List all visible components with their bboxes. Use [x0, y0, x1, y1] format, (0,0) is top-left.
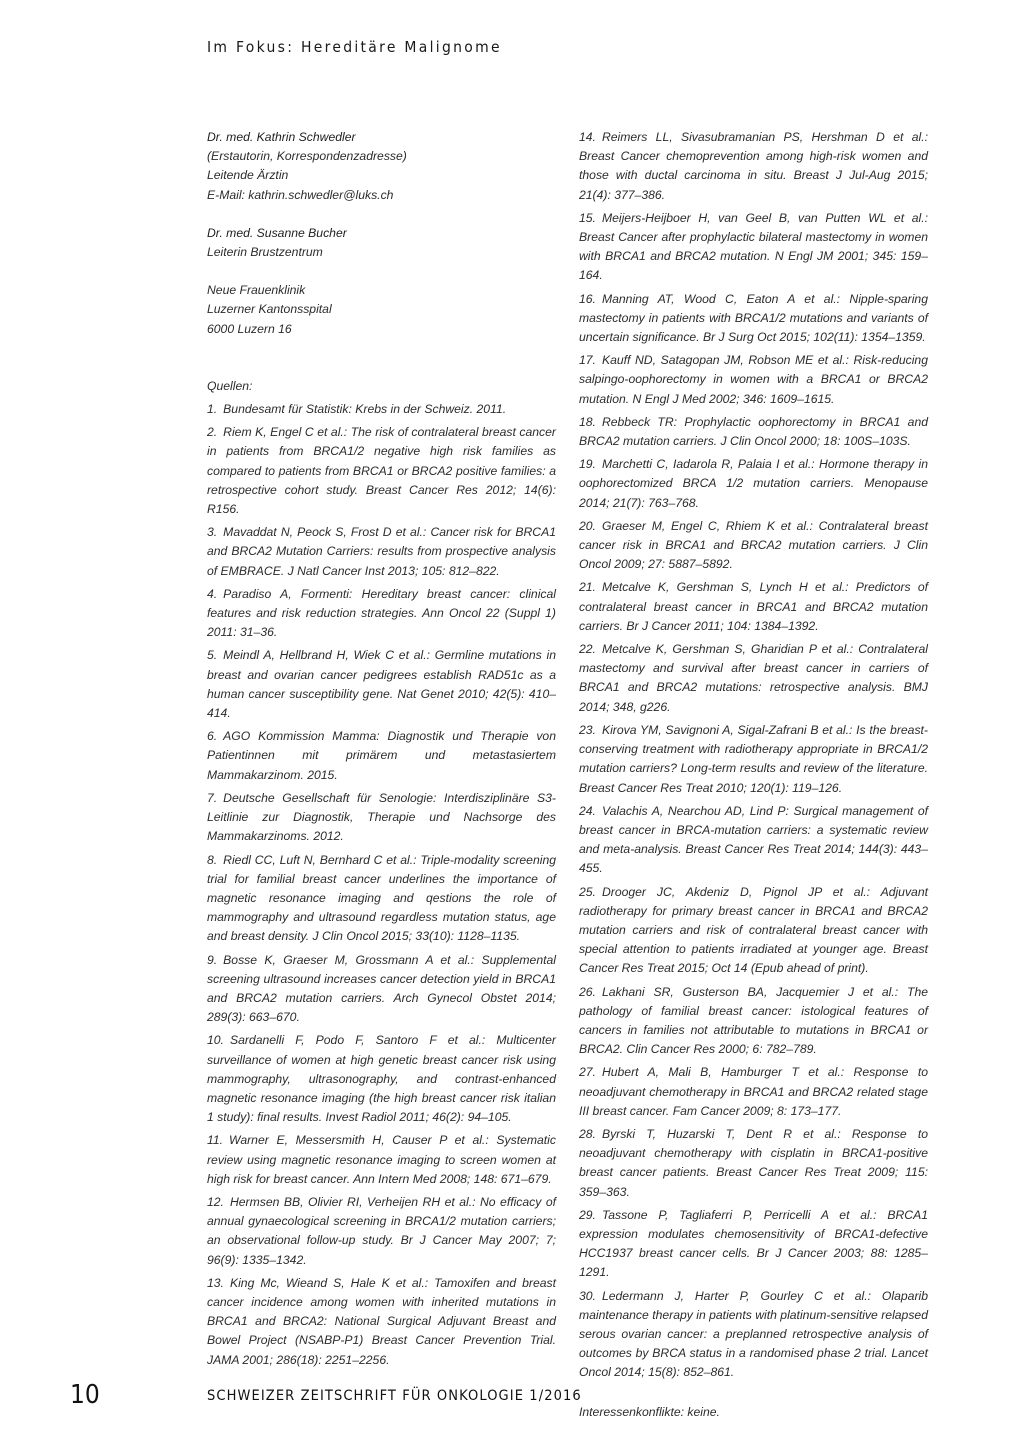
reference-text: Riem K, Engel C et al.: The risk of contralateral breast cancer in patients from BRCA1/2 negative high risk families as compared to patients from BRCA1 or BRCA2 positive families: a retrospective cohort study. Breast Cancer Res 2012; 14(6): R156.	[207, 425, 556, 517]
author-block-1	[207, 128, 556, 205]
reference-item	[207, 1131, 556, 1189]
reference-number: 17.	[579, 353, 596, 368]
reference-number: 23.	[579, 722, 596, 737]
reference-text: Warner E, Messersmith H, Causer P et al.: Systematic review using magnetic resonance imaging to screen women at high risk for breast cancer. Ann Intern Med 2008; 148: 671–679.	[207, 1133, 556, 1186]
reference-text: Drooger JC, Akdeniz D, Pignol JP et al.: Adjuvant radiotherapy for primary breast cancer in BRCA1 and BRCA2 mutation carriers and risk of contralateral breast cancer with special attention to patients irradiated at younger age. Breast Cancer Res Treat 2015; Oct 14 (Epub ahead of print).	[579, 884, 928, 976]
reference-text: AGO Kommission Mamma: Diagnostik und Therapie von Patientinnen mit primärem und metastasiertem Mammakarzinom. 2015.	[207, 729, 556, 782]
reference-item	[579, 802, 928, 879]
reference-text: Graeser M, Engel C, Rhiem K et al.: Contralateral breast cancer risk in BRCA1 and BRCA2 mutation carriers. J Clin Oncol 2009; 27: 5887–5892.	[579, 518, 928, 572]
author-block-2	[207, 224, 556, 262]
reference-number: 10.	[207, 1033, 224, 1048]
reference-item	[207, 1031, 556, 1127]
author-position: Leiterin Brustzentrum	[207, 245, 323, 260]
reference-item	[579, 413, 928, 451]
reference-item	[579, 455, 928, 513]
section-title: Im Fokus: Hereditäre Malignome	[207, 38, 502, 56]
reference-text: Kauff ND, Satagopan JM, Robson ME et al.: Risk-reducing salpingo-oophorectomy in women with a BRCA1 or BRCA2 mutation. N Engl J Med 2002; 346: 1609–1615.	[579, 353, 928, 406]
reference-text: Hubert A, Mali B, Hamburger T et al.: Response to neoadjuvant chemotherapy in BRCA1 and BRCA2 related stage III breast cancer. Fam Cancer 2009; 8: 173–177.	[579, 1065, 928, 1118]
reference-item	[207, 727, 556, 785]
reference-number: 2.	[207, 425, 218, 440]
reference-item	[207, 423, 556, 519]
reference-item	[207, 400, 556, 419]
reference-text: Byrski T, Huzarski T, Dent R et al.: Response to neoadjuvant chemotherapy with cisplatin in BRCA1-positive breast cancer patients. Breast Cancer Res Treat 2009; 115: 359–363.	[579, 1126, 928, 1199]
reference-number: 9.	[207, 952, 218, 967]
reference-text: Mavaddat N, Peock S, Frost D et al.: Cancer risk for BRCA1 and BRCA2 Mutation Carriers: results from prospective analysis of EMBRACE. J Natl Cancer Inst 2013; 105: 812–822.	[207, 525, 556, 578]
reference-number: 1.	[207, 402, 218, 417]
reference-number: 29.	[579, 1207, 596, 1222]
right-column	[579, 128, 928, 1422]
conflict-of-interest: Interessenkonflikte: keine.	[579, 1404, 720, 1419]
author-name: Dr. med. Susanne Bucher	[207, 225, 347, 240]
reference-text: Paradiso A, Formenti: Hereditary breast cancer: clinical features and risk reduction strategies. Ann Oncol 22 (Suppl 1) 2011: 31–36.	[207, 586, 556, 640]
reference-number: 22.	[579, 642, 596, 657]
references-title: Quellen:	[207, 378, 253, 393]
author-role: (Erstautorin, Korrespondenzadresse)	[207, 149, 407, 164]
reference-text: Lakhani SR, Gusterson BA, Jacquemier J et al.: The pathology of familial breast cancer: istological features of cancers in families not attributable to mutations in BRCA1 or BRCA2. Clin Cancer Res 2000; 6: 782–789.	[579, 984, 928, 1057]
reference-number: 26.	[579, 984, 596, 999]
reference-number: 16.	[579, 291, 596, 306]
author-email: E-Mail: kathrin.schwedler@luks.ch	[207, 187, 394, 202]
reference-number: 11.	[207, 1133, 224, 1148]
reference-item	[579, 351, 928, 409]
reference-item	[579, 1287, 928, 1383]
reference-item	[579, 578, 928, 636]
reference-number: 24.	[579, 803, 596, 818]
left-column	[207, 128, 556, 1374]
page-number: 10	[70, 1380, 100, 1410]
reference-text: Bundesamt für Statistik: Krebs in der Schweiz. 2011.	[223, 402, 507, 417]
reference-number: 21.	[579, 580, 596, 595]
reference-text: King Mc, Wieand S, Hale K et al.: Tamoxifen and breast cancer incidence among women with inherited mutations in BRCA1 and BRCA2: National Surgical Adjuvant Breast and Bowel Project (NSABP-P1) Breast Cancer Prevention Trial. JAMA 2001; 286(18): 2251–2256.	[207, 1275, 556, 1367]
reference-text: Deutsche Gesellschaft für Senologie: Interdisziplinäre S3-Leitlinie zur Diagnostik, Therapie und Nachsorge des Mammakarzinoms. 2012.	[207, 790, 556, 844]
reference-number: 27.	[579, 1065, 596, 1080]
reference-text: Rebbeck TR: Prophylactic oophorectomy in BRCA1 and BRCA2 mutation carriers. J Clin Oncol 2000; 18: 100S–103S.	[579, 414, 928, 449]
reference-text: Kirova YM, Savignoni A, Sigal-Zafrani B et al.: Is the breast-conserving treatment with radiotherapy appropriate in BRCA1/2 mutation carriers? Long-term results and review of the literature. Breast Cancer Res Treat 2010; 120(1): 119–126.	[579, 722, 928, 795]
reference-number: 8.	[207, 852, 218, 867]
reference-text: Hermsen BB, Olivier RI, Verheijen RH et al.: No efficacy of annual gynaecological screening in BRCA1/2 mutation carriers; an observational follow-up study. Br J Cancer May 2007; 7; 96(9): 1335–1342.	[207, 1194, 556, 1267]
reference-text: Valachis A, Nearchou AD, Lind P: Surgical management of breast cancer in BRCA-mutation carriers: a systematic review and meta-analysis. Breast Cancer Res Treat 2014; 144(3): 443–455.	[579, 803, 928, 876]
reference-item	[207, 585, 556, 643]
reference-item	[207, 851, 556, 947]
reference-number: 3.	[207, 525, 218, 540]
reference-item	[207, 1193, 556, 1270]
reference-text: Reimers LL, Sivasubramanian PS, Hershman D et al.: Breast Cancer chemoprevention among high-risk women and those with ductal carcinoma in situ. Breast J Jul-Aug 2015; 21(4): 377–386.	[579, 130, 928, 202]
reference-item	[579, 290, 928, 348]
reference-number: 25.	[579, 884, 596, 899]
reference-item	[579, 721, 928, 798]
reference-item	[579, 1063, 928, 1121]
reference-number: 4.	[207, 586, 218, 601]
reference-number: 15.	[579, 210, 596, 225]
reference-text: Marchetti C, Iadarola R, Palaia I et al.: Hormone therapy in oophorectomized BRCA 1/2 mutation carriers. Menopause 2014; 21(7): 763–768.	[579, 457, 928, 510]
reference-number: 28.	[579, 1126, 596, 1141]
reference-text: Metcalve K, Gershman S, Gharidian P et al.: Contralateral mastectomy and survival after breast cancer in carriers of BRCA1 and BRCA2 mutations: retrospective analysis. BMJ 2014; 348, g226.	[579, 642, 928, 714]
references-list-left	[207, 400, 556, 1370]
references-list-right	[579, 128, 928, 1383]
address-line: 6000 Luzern 16	[207, 321, 292, 336]
reference-item	[579, 517, 928, 575]
reference-text: Manning AT, Wood C, Eaton A et al.: Nipple-sparing mastectomy in patients with BRCA1/2 mutations and variants of uncertain significance. Br J Surg Oct 2015; 102(11): 1354–1359.	[579, 291, 928, 345]
reference-text: Meindl A, Hellbrand H, Wiek C et al.: Germline mutations in breast and ovarian cancer pedigrees establish RAD51c as a human cancer susceptibility gene. Nat Genet 2010; 42(5): 410–414.	[207, 648, 556, 721]
reference-number: 5.	[207, 648, 218, 663]
reference-item	[579, 640, 928, 717]
reference-item	[579, 209, 928, 286]
reference-number: 19.	[579, 457, 596, 472]
address-block	[207, 281, 556, 339]
reference-text: Meijers-Heijboer H, van Geel B, van Putten WL et al.: Breast Cancer after prophylactic bilateral mastectomy in women with BRCA1 and BRCA2 mutation. N Engl JM 2001; 345: 159–164.	[579, 210, 928, 283]
reference-item	[207, 523, 556, 581]
address-line: Luzerner Kantonsspital	[207, 302, 332, 317]
reference-item	[207, 789, 556, 847]
author-position: Leitende Ärztin	[207, 168, 289, 183]
reference-number: 6.	[207, 729, 218, 744]
reference-item	[207, 1274, 556, 1370]
reference-number: 12.	[207, 1194, 224, 1209]
reference-item	[207, 646, 556, 723]
reference-number: 30.	[579, 1288, 596, 1303]
reference-text: Sardanelli F, Podo F, Santoro F et al.: Multicenter surveillance of women at high genetic breast cancer risk using mammography, ultrasonography, and contrast-enhanced magnetic resonance imaging (the high breast cancer risk italian 1 study): final results. Invest Radiol 2011; 46(2): 94–105.	[207, 1033, 556, 1125]
journal-footer: SCHWEIZER ZEITSCHRIFT FÜR ONKOLOGIE 1/2016	[207, 1388, 582, 1404]
reference-number: 20.	[579, 518, 596, 533]
reference-number: 18.	[579, 414, 596, 429]
reference-item	[579, 883, 928, 979]
author-name: Dr. med. Kathrin Schwedler	[207, 130, 356, 144]
reference-number: 7.	[207, 790, 218, 805]
reference-item	[579, 128, 928, 205]
reference-number: 14.	[579, 130, 596, 144]
reference-item	[579, 1206, 928, 1283]
reference-item	[207, 951, 556, 1028]
reference-number: 13.	[207, 1275, 224, 1290]
reference-text: Riedl CC, Luft N, Bernhard C et al.: Triple-modality screening trial for familial breast cancer underlines the importance of magnetic resonance imaging and qestions the role of mammography and ultrasound regardless mutation status, age and breast density. J Clin Oncol 2015; 33(10): 1128–1135.	[207, 852, 556, 944]
reference-text: Tassone P, Tagliaferri P, Perricelli A et al.: BRCA1 expression modulates chemosensitivity of BRCA1-defective HCC1937 breast cancer cells. Br J Cancer 2003; 88: 1285–1291.	[579, 1207, 928, 1280]
address-line: Neue Frauenklinik	[207, 283, 306, 298]
reference-item	[579, 983, 928, 1060]
reference-text: Ledermann J, Harter P, Gourley C et al.: Olaparib maintenance therapy in patients with platinum-sensitive relapsed serous ovarian cancer: a preplanned retrospective analysis of outcomes by BRCA status in a randomised phase 2 trial. Lancet Oncol 2014; 15(8): 852–861.	[579, 1288, 928, 1380]
reference-text: Metcalve K, Gershman S, Lynch H et al.: Predictors of contralateral breast cancer in BRCA1 and BRCA2 mutation carriers. Br J Cancer 2011; 104: 1384–1392.	[579, 580, 928, 633]
reference-text: Bosse K, Graeser M, Grossmann A et al.: Supplemental screening ultrasound increases cancer detection yield in BRCA1 and BRCA2 mutation carriers. Arch Gynecol Obstet 2014; 289(3): 663–670.	[207, 952, 556, 1025]
reference-item	[579, 1125, 928, 1202]
